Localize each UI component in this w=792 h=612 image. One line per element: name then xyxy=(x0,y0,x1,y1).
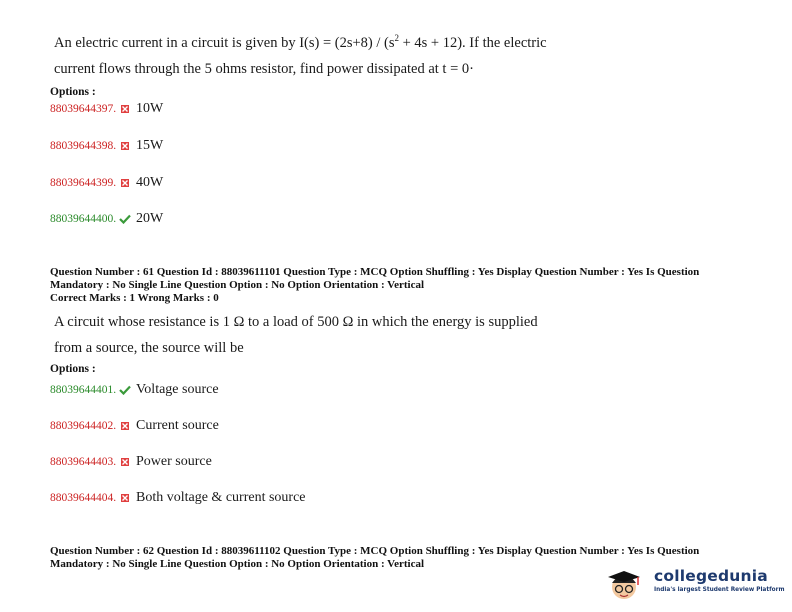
q60-line1-superscript: 2 xyxy=(394,33,399,44)
question-60-line-1 xyxy=(54,35,547,52)
option-text: Power source xyxy=(136,454,212,469)
option-id: 88039644400. xyxy=(50,213,117,225)
option-id: 88039644401. xyxy=(50,384,117,396)
q62-meta-line-2: Mandatory : No Single Line Question Option : No Option Orientation : Vertical xyxy=(50,558,425,570)
q60-options-label: Options : xyxy=(50,86,96,98)
option-text: Voltage source xyxy=(136,382,219,397)
q60-option-3[interactable] xyxy=(50,173,163,193)
option-id: 88039644404. xyxy=(50,492,117,504)
option-text: 15W xyxy=(136,138,164,153)
q61-meta-line-2: Mandatory : No Single Line Question Option : No Option Orientation : Vertical xyxy=(50,279,425,291)
cross-icon xyxy=(118,419,132,433)
q61-meta xyxy=(50,266,699,305)
q61-option-3[interactable] xyxy=(50,452,212,472)
option-id: 88039644402. xyxy=(50,420,117,432)
q62-meta-line-1: Question Number : 62 Question Id : 88039611102 Question Type : MCQ Option Shuffling : Yes Display Question Number : Yes Is Question xyxy=(50,545,700,557)
logo-tagline: India's largest Student Review Platform xyxy=(654,587,785,593)
q60-line1-pre: An electric current in a circuit is given by I(s) = (2s+8) / (s xyxy=(54,35,395,51)
q61-options-label: Options : xyxy=(50,363,96,375)
collegedunia-logo xyxy=(604,563,790,603)
q62-meta xyxy=(50,545,699,571)
question-61-line-2: from a source, the source will be xyxy=(54,340,244,356)
cross-icon xyxy=(118,176,132,190)
cross-icon xyxy=(118,491,132,505)
option-text: Both voltage & current source xyxy=(136,490,306,505)
q61-meta-line-1: Question Number : 61 Question Id : 88039611101 Question Type : MCQ Option Shuffling : Yes Display Question Number : Yes Is Question xyxy=(50,266,700,278)
option-text: 20W xyxy=(136,211,164,226)
check-icon xyxy=(118,212,132,226)
q60-option-2[interactable] xyxy=(50,136,163,156)
question-60-line-2: current flows through the 5 ohms resistor, find power dissipated at t = 0· xyxy=(54,61,474,77)
check-icon xyxy=(118,383,132,397)
q61-option-2[interactable] xyxy=(50,416,219,436)
option-id: 88039644399. xyxy=(50,177,117,189)
question-61-line-1: A circuit whose resistance is 1 Ω to a load of 500 Ω in which the energy is supplied xyxy=(54,314,538,330)
q60-line1-post: + 4s + 12). If the electric xyxy=(398,35,547,51)
q61-option-1[interactable] xyxy=(50,380,219,400)
q60-option-4[interactable] xyxy=(50,209,163,229)
mascot-icon xyxy=(604,563,652,603)
option-text: 40W xyxy=(136,175,164,190)
q61-marks: Correct Marks : 1 Wrong Marks : 0 xyxy=(50,292,219,304)
cross-icon xyxy=(118,102,132,116)
cross-icon xyxy=(118,139,132,153)
q60-option-1[interactable] xyxy=(50,99,163,119)
option-text: 10W xyxy=(136,101,164,116)
cross-icon xyxy=(118,455,132,469)
option-id: 88039644398. xyxy=(50,140,117,152)
option-id: 88039644397. xyxy=(50,103,117,115)
q61-option-4[interactable] xyxy=(50,488,306,508)
option-text: Current source xyxy=(136,418,219,433)
logo-name: collegedunia xyxy=(654,567,768,585)
option-id: 88039644403. xyxy=(50,456,117,468)
